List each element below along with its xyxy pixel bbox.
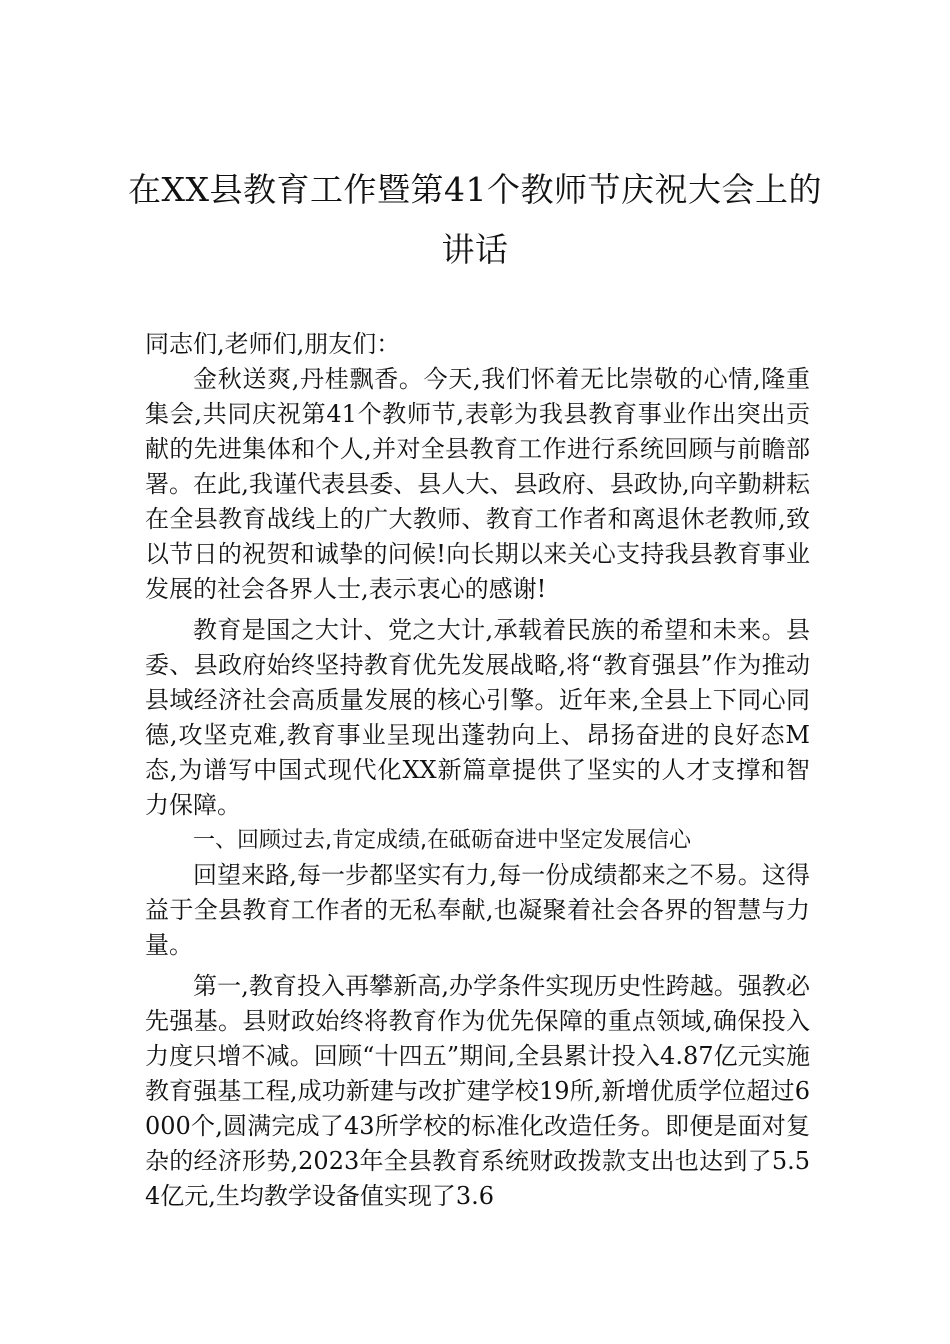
paragraph-education-importance: 教育是国之大计、党之大计,承载着民族的希望和未来。县委、县政府始终坚持教育优先发展战略,将“教育强县”作为推动县域经济社会高质量发展的核心引擎。近年来,全县上下同心同德,攻坚克难,教育事业呈现出蓬勃向上、昂扬奋进的良好态M态,为谱写中国式现代化XX新篇章提供了坚实的人才支撑和智力保障。	[145, 616, 810, 819]
section-heading-review: 一、回顾过去,肯定成绩,在砥砺奋进中坚定发展信心	[193, 828, 691, 853]
paragraph-opening: 金秋送爽,丹桂飘香。今天,我们怀着无比崇敬的心情,隆重集会,共同庆祝第41个教师节,表彰为我县教育事业作出突出贡献的先进集体和个人,并对全县教育工作进行系统回顾与前瞻部署。在此,我谨代表县委、县人大、县政府、县政协,向辛勤耕耘在全县教育战线上的广大教师、教育工作者和离退休老教师,致以节日的祝贺和诚挚的问候!向长期以来关心支持我县教育事业发展的社会各界人士,表示衷心的感谢!	[145, 365, 810, 603]
paragraph-review-intro: 回望来路,每一步都坚实有力,每一份成绩都来之不易。这得益于全县教育工作者的无私奉献,也凝聚着社会各界的智慧与力量。	[145, 861, 810, 959]
paragraph-investment: 第一,教育投入再攀新高,办学条件实现历史性跨越。强教必先强基。县财政始终将教育作为优先保障的重点领域,确保投入力度只增不减。回顾“十四五”期间,全县累计投入4.87亿元实施教育强基工程,成功新建与改扩建学校19所,新增优质学位超过6000个,圆满完成了43所学校的标准化改造任务。即便是面对复杂的经济形势,2023年全县教育系统财政拨款支出也达到了5.54亿元,生均教学设备值实现了3.6	[145, 972, 810, 1210]
document-body	[145, 327, 810, 1214]
document-title: 在XX县教育工作暨第41个教师节庆祝大会上的讲话	[128, 170, 822, 269]
salutation: 同志们,老师们,朋友们：	[145, 330, 401, 358]
